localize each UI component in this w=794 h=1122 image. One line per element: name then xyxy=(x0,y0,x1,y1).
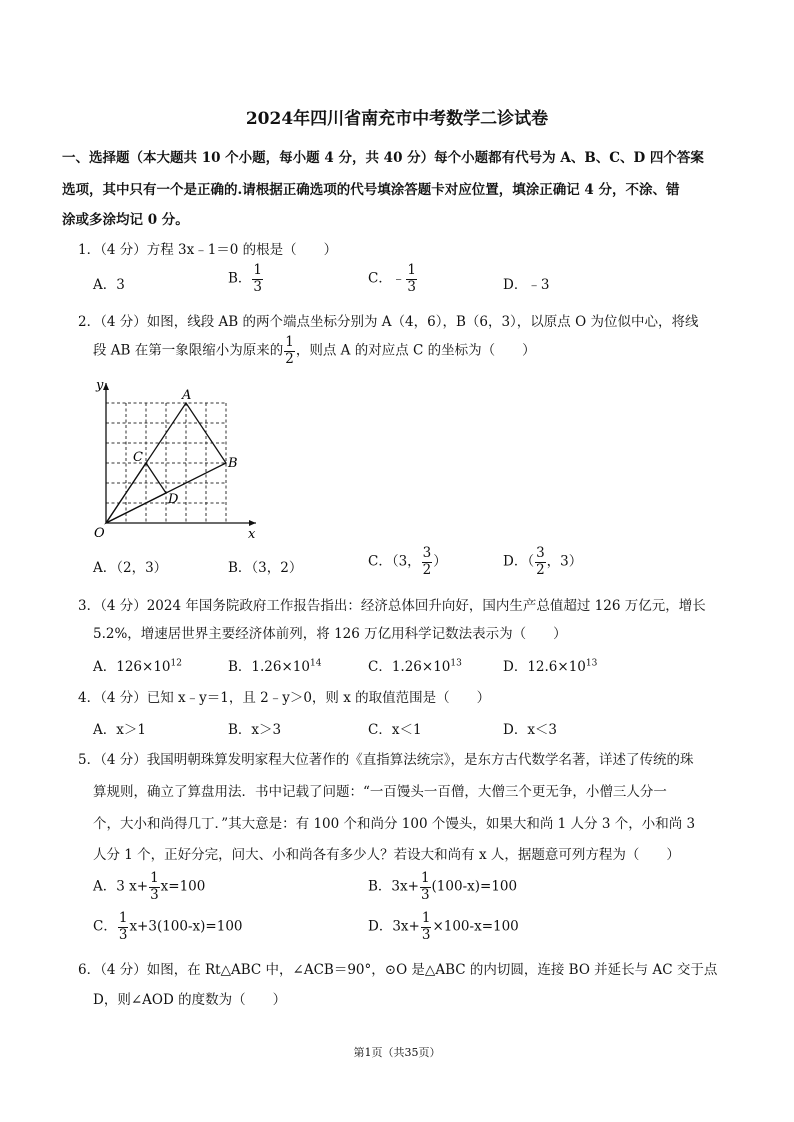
question-1-stem: 1．（4 分）方程 3x﹣1＝0 的根是（ ） xyxy=(78,242,338,258)
point-label-a: A xyxy=(182,388,192,403)
q1-option-a: A．3 xyxy=(93,277,125,293)
question-4-stem: 4．（4 分）已知 x﹣y＝1，且 2﹣y＞0，则 x 的取值范围是（ ） xyxy=(78,690,491,706)
q4-option-a: A．x＞1 xyxy=(93,722,146,738)
axis-label-y: y xyxy=(96,378,104,393)
section-instructions-line3: 涂或多涂均记 0 分。 xyxy=(62,212,189,228)
question-3-line1: 3．（4 分）2024 年国务院政府工作报告指出：经济总体回升向好，国内生产总值超过 126 万亿元，增长 xyxy=(78,598,706,614)
point-label-c: C xyxy=(133,450,143,465)
axes xyxy=(106,383,256,523)
question-5-line4: 人分 1 个，正好分完，问大、小和尚各有多少人？若设大和尚有 x 人，据题意可列方程为（ ） xyxy=(93,847,680,863)
q3-option-b: B．$1.26\times 10^{14}$ xyxy=(228,658,322,675)
question-6-line2: D，则∠AOD 的度数为（ ） xyxy=(93,992,287,1008)
origin-label: O xyxy=(94,526,105,540)
grid-lines xyxy=(106,403,226,523)
question-6-line1: 6．（4 分）如图，在 Rt△ABC 中，∠ACB＝90°，⊙O 是△ABC 的内切圆，连接 BO 并延长与 AC 交于点 xyxy=(78,962,718,978)
page-title: 2024年四川省南充市中考数学二诊试卷 xyxy=(245,109,549,129)
question-5-line2: 算规则，确立了算盘用法．书中记载了问题：“一百馒头一百僧，大僧三个更无争，小僧三人分一 xyxy=(93,784,667,800)
q2-option-b: B．（3，2） xyxy=(228,560,303,576)
x-axis-arrow xyxy=(249,520,256,526)
q5-option-d: D．3x+ $\frac{1}{3}$ ×100-x=100 xyxy=(368,910,519,943)
section-instructions-line2: 选项，其中只有一个是正确的.请根据正确选项的代号填涂答题卡对应位置，填涂正确记 4 分，不涂、错 xyxy=(62,182,680,198)
axis-label-x: x xyxy=(248,527,256,540)
coordinate-figure xyxy=(88,375,268,540)
y-axis-arrow xyxy=(103,383,109,390)
point-label-b: B xyxy=(228,456,238,471)
q3-option-d: D．$12.6\times 10^{13}$ xyxy=(503,658,598,675)
q1-option-c: C．﹣ $\frac{1}{3}$ xyxy=(368,262,416,295)
section-instructions-line1: 一、选择题（本大题共 10 个小题，每小题 4 分，共 40 分）每个小题都有代号为 A、B、C、D 四个答案 xyxy=(62,150,704,166)
q4-option-b: B．x＞3 xyxy=(228,722,282,738)
q4-option-c: C．x＜1 xyxy=(368,722,422,738)
q5-option-a: A．3 x+ $\frac{1}{3}$ x=100 xyxy=(93,870,206,903)
page-footer: 第1页（共35页） xyxy=(353,1046,441,1059)
q3-option-c: C．$1.26\times 10^{13}$ xyxy=(368,658,462,675)
q5-option-b: B．3x+ $\frac{1}{3}$ (100-x)=100 xyxy=(368,870,518,903)
question-5-line3: 个，大小和尚得几丁．”其大意是：有 100 个和尚分 100 个馒头，如果大和尚 1 人分 3 个，小和尚 3 xyxy=(93,816,696,832)
q5-option-c: C． $\frac{1}{3}$ x+3(100-x)=100 xyxy=(93,910,243,943)
question-5-line1: 5．（4 分）我国明朝珠算发明家程大位著作的《直指算法统宗》，是东方古代数学名著，详述了传统的珠 xyxy=(78,752,694,768)
q4-option-d: D．x＜3 xyxy=(503,722,558,738)
question-2-line1: 2．（4 分）如图，线段 AB 的两个端点坐标分别为 A（4，6），B（6，3），以原点 O 为位似中心，将线 xyxy=(78,314,699,330)
q1-option-b: B． $\frac{1}{3}$ xyxy=(228,262,263,295)
q1-option-d: D．﹣3 xyxy=(503,277,550,293)
q2-option-c: C．（3， $\frac{3}{2}$ ） xyxy=(368,545,447,578)
question-3-line2: 5.2%，增速居世界主要经济体前列，将 126 万亿用科学记数法表示为（ ） xyxy=(93,626,567,642)
question-2-line2: 段 AB 在第一象限缩小为原来的 $\frac{1}{2}$ ，则点 A 的对应点 C 的坐标为（ ） xyxy=(93,334,536,367)
triangle-ocd xyxy=(106,463,166,523)
q2-option-d: D．（ $\frac{3}{2}$ ，3） xyxy=(503,545,583,578)
q2-option-a: A．（2，3） xyxy=(93,560,168,576)
q3-option-a: A．$126\times 10^{12}$ xyxy=(93,658,182,675)
point-label-d: D xyxy=(168,492,179,507)
